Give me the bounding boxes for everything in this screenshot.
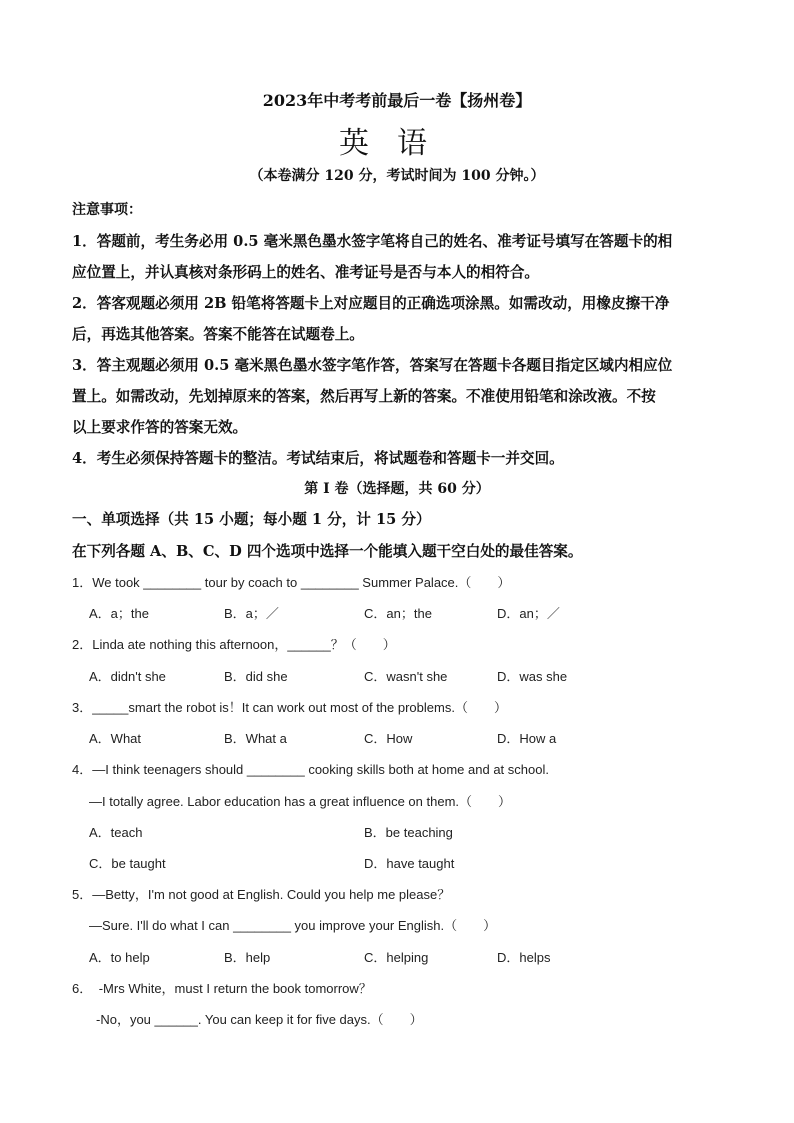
option-d: D．How a [497, 731, 557, 746]
question-stem-dialogue: —I totally agree. Labor education has a great influence on them.（ ） [89, 794, 512, 809]
notice-line: 后，再选其他答案。答案不能答在试题卷上。 [72, 326, 364, 343]
notice-line: 2．答客观题必须用 2B 铅笔将答题卡上对应题目的正确选项涂黑。如需改动，用橡皮擦干净 [72, 295, 670, 312]
option-b: B．a；／ [224, 606, 279, 621]
notice-line: 以上要求作答的答案无效。 [72, 419, 248, 436]
question-stem: 5．—Betty，I'm not good at English. Could you help me please？ [72, 887, 451, 902]
question-stem: 6． -Mrs White，must I return the book tomorrow？ [72, 981, 372, 996]
option-a: A．didn't she [89, 669, 166, 684]
option-c: C．How [364, 731, 413, 746]
option-b: B．did she [224, 669, 288, 684]
option-b: B．What a [224, 731, 287, 746]
question-stem: 4．—I think teenagers should ________ cooking skills both at home and at school. [72, 762, 549, 777]
option-a: A．a；the [89, 606, 149, 621]
option-a: A．teach [89, 825, 143, 840]
question-stem: 3．_____smart the robot is！It can work out most of the problems.（ ） [72, 700, 507, 715]
option-d: D．helps [497, 950, 551, 965]
score-info: （本卷满分 120 分，考试时间为 100 分钟。） [249, 168, 545, 184]
question-stem-dialogue: -No，you ______. You can keep it for five days.（ ） [96, 1012, 423, 1027]
option-a: A．What [89, 731, 142, 746]
option-c: C．be taught [89, 856, 166, 871]
option-c: C．an；the [364, 606, 432, 621]
option-b: B．be teaching [364, 825, 453, 840]
option-c: C．wasn't she [364, 669, 448, 684]
option-d: D．was she [497, 669, 568, 684]
notice-line: 置上。如需改动，先划掉原来的答案，然后再写上新的答案。不准使用铅笔和涂改液。不按 [72, 388, 656, 405]
question-stem-dialogue: —Sure. I'll do what I can ________ you improve your English.（ ） [89, 918, 497, 933]
section-instruction: 在下列各题 A、B、C、D 四个选项中选择一个能填入题干空白处的最佳答案。 [72, 543, 583, 560]
question-stem: 1．We took ________ tour by coach to ________ Summer Palace.（ ） [72, 575, 511, 590]
option-c: C．helping [364, 950, 429, 965]
notice-line: 1．答题前，考生务必用 0.5 毫米黑色墨水签字笔将自己的姓名、准考证号填写在答题卡的相 [72, 233, 673, 250]
part-title: 第 I 卷（选择题，共 60 分） [304, 481, 490, 497]
question-stem: 2．Linda ate nothing this afternoon，______？（ ） [72, 637, 396, 652]
option-b: B．help [224, 950, 271, 965]
option-d: D．have taught [364, 856, 455, 871]
section-heading: 一、单项选择（共 15 小题；每小题 1 分，计 15 分） [72, 511, 431, 528]
exam-title: 2023年中考考前最后一卷【扬州卷】 [262, 91, 532, 110]
notice-line: 应位置上，并认真核对条形码上的姓名、准考证号是否与本人的相符合。 [72, 264, 540, 281]
notice-heading: 注意事项： [72, 202, 142, 218]
subject-title: 英语 [339, 127, 455, 160]
option-a: A．to help [89, 950, 150, 965]
notice-line: 3．答主观题必须用 0.5 毫米黑色墨水签字笔作答，答案写在答题卡各题目指定区域内相应位 [72, 357, 673, 374]
option-d: D．an；／ [497, 606, 560, 621]
notice-line: 4．考生必须保持答题卡的整洁。考试结束后，将试题卷和答题卡一并交回。 [72, 450, 564, 467]
